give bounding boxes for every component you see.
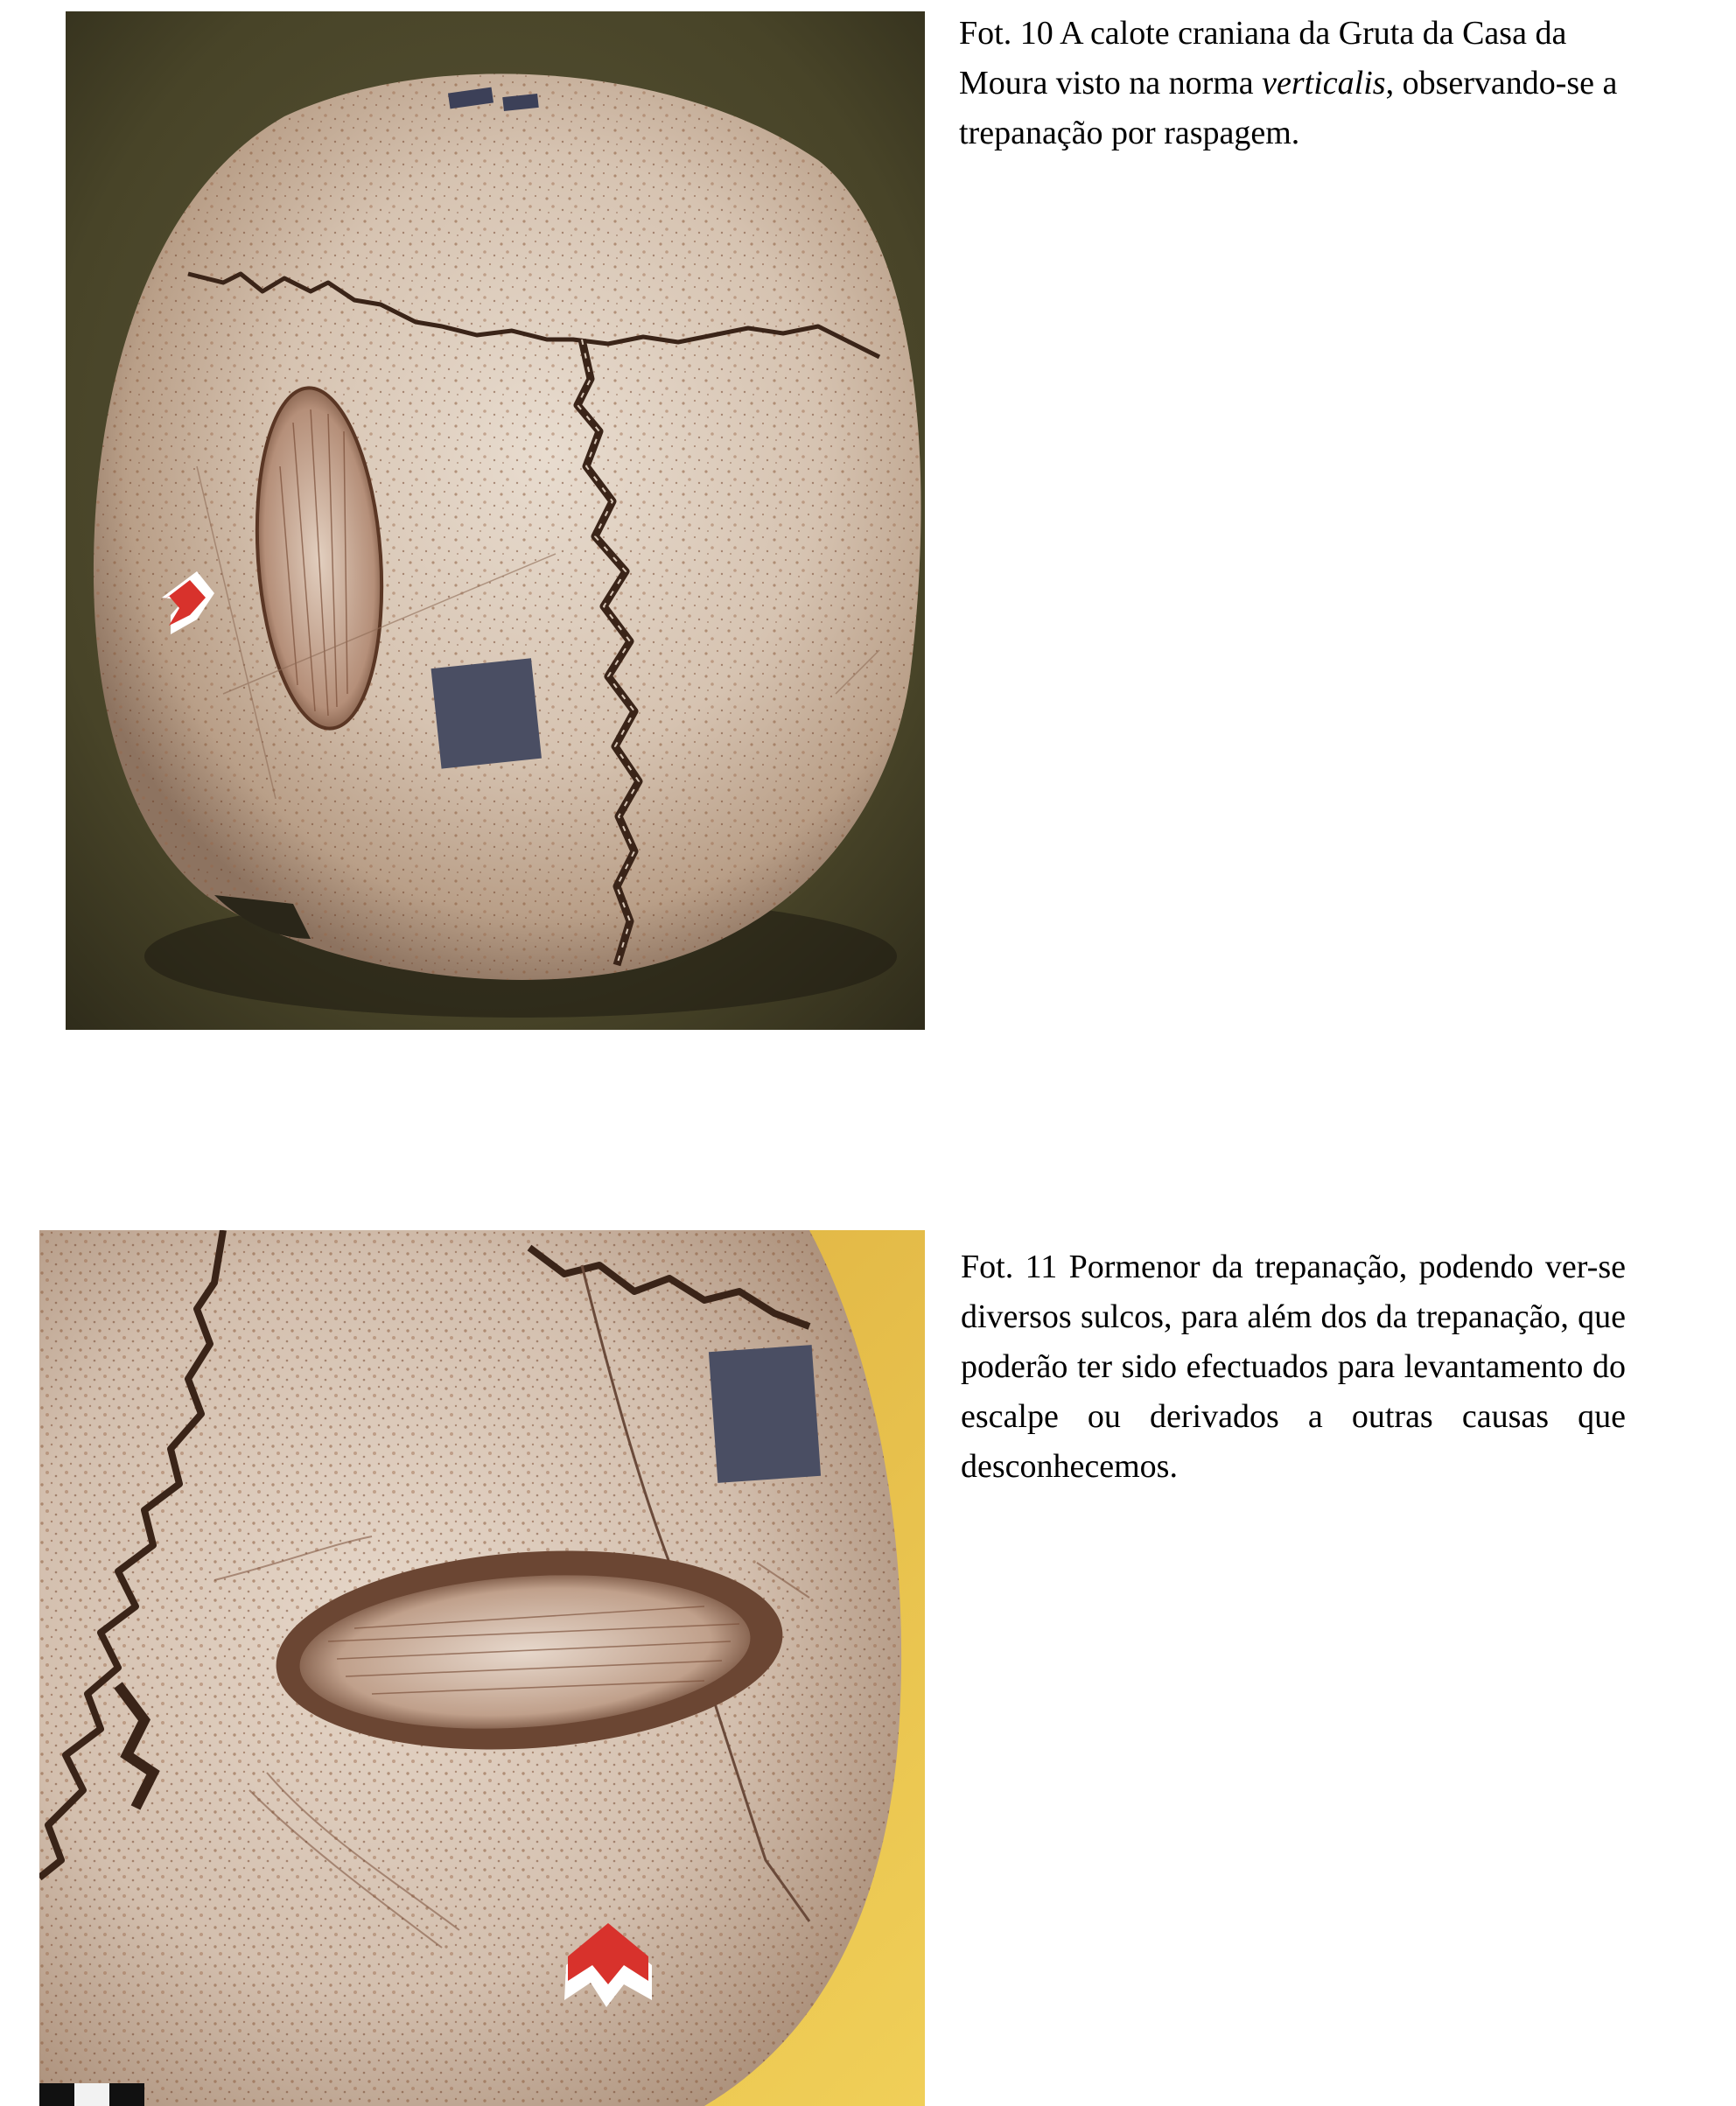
trepanation-detail-photo [39,1230,925,2106]
caption-fig-10 [959,9,1633,158]
skull-cap-verticalis-photo [66,11,925,1030]
caption-fig-10-prefix: Fot. 10 A calote craniana da Gruta da Casa da Moura visto na norma [959,15,1567,101]
caption-fig-11: Fot. 11 Pormenor da trepanação, podendo ver-se diversos sulcos, para além dos da trepanação, que poderão ter sido efectuados para levantamento do escalpe ou derivados a outras causas que desconhecemos. [961,1249,1626,1485]
photo-trepanation-detail [39,1230,925,2106]
caption-fig-10-suffix: , observando-se a trepanação por raspagem. [959,65,1618,151]
photo-skull-cap-verticalis [66,11,925,1030]
caption-fig-10-italic: verticalis [1262,65,1386,101]
